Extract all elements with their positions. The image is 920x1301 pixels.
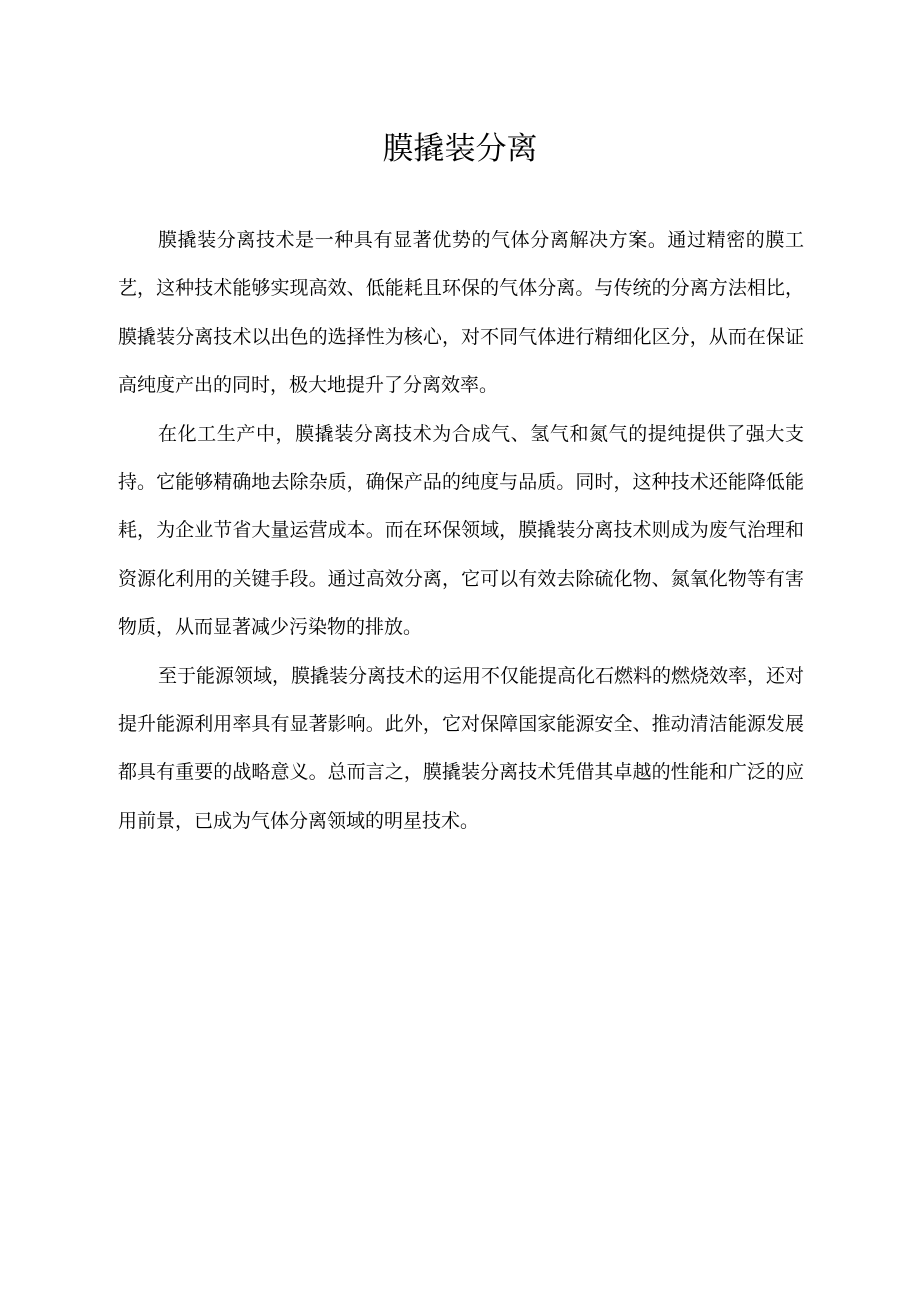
paragraph: 膜撬装分离技术是一种具有显著优势的气体分离解决方案。通过精密的膜工艺，这种技术能够实现高效、低能耗且环保的气体分离。与传统的分离方法相比，膜撬装分离技术以出色的选择性为核心，对不同气体进行精细化区分，从而在保证高纯度产出的同时，极大地提升了分离效率。 bbox=[118, 229, 804, 397]
paragraph: 至于能源领域，膜撬装分离技术的运用不仅能提高化石燃料的燃烧效率，还对提升能源利用率具有显著影响。此外，它对保障国家能源安全、推动清洁能源发展都具有重要的战略意义。总而言之，膜撬装分离技术凭借其卓越的性能和广泛的应用前景，已成为气体分离领域的明星技术。 bbox=[118, 664, 805, 832]
document-title: 膜撬装分离 bbox=[382, 131, 538, 167]
paragraph: 在化工生产中，膜撬装分离技术为合成气、氢气和氮气的提纯提供了强大支持。它能够精确地去除杂质，确保产品的纯度与品质。同时，这种技术还能降低能耗，为企业节省大量运营成本。而在环保领域，膜撬装分离技术则成为废气治理和资源化利用的关键手段。通过高效分离，它可以有效去除硫化物、氮氧化物等有害物质，从而显著减少污染物的排放。 bbox=[118, 422, 804, 639]
document-body bbox=[118, 216, 804, 845]
